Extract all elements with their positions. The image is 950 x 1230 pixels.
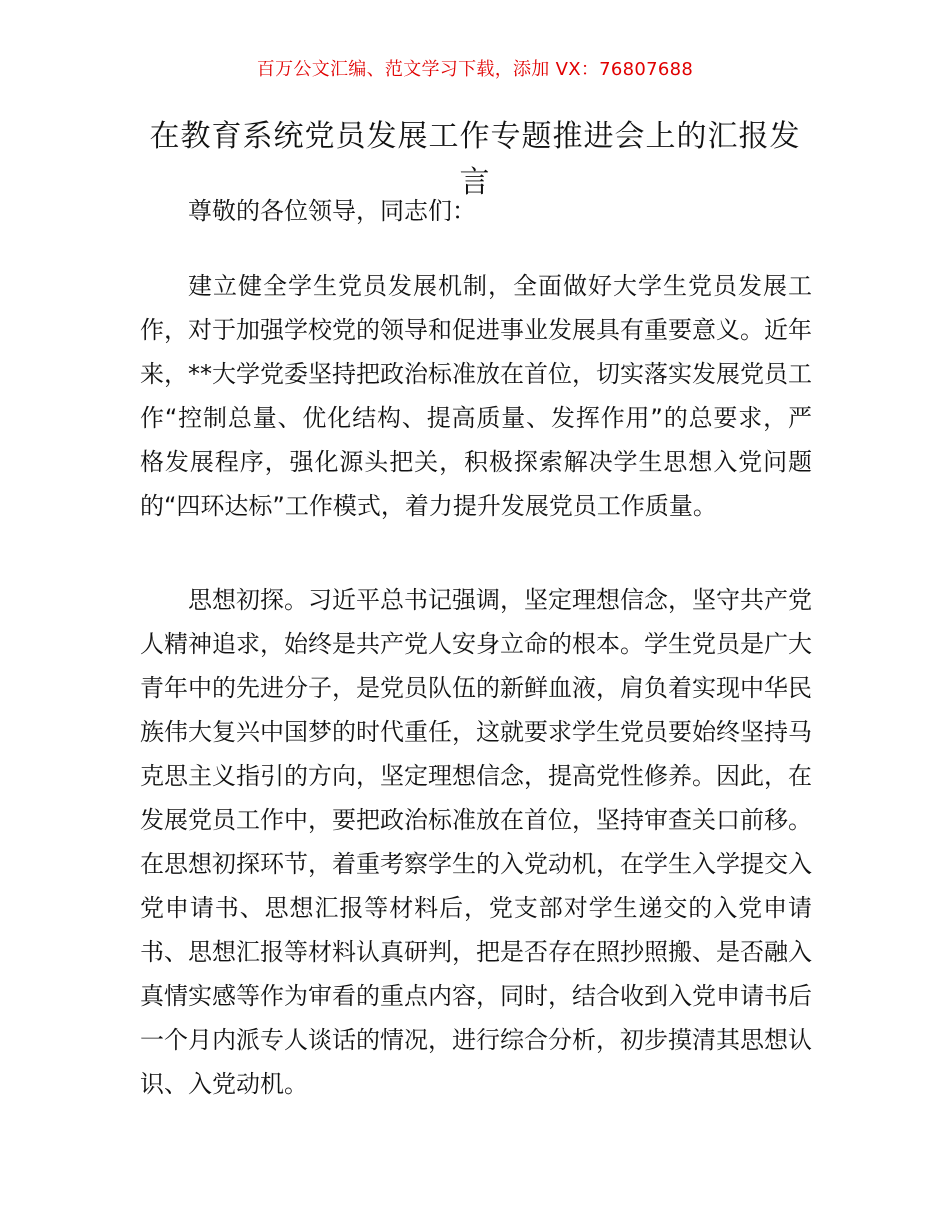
greeting-line: 尊敬的各位领导，同志们： bbox=[188, 197, 476, 225]
header-watermark-note: 百万公文汇编、范文学习下载，添加 VX：76807688 bbox=[256, 59, 694, 80]
document-title: 在教育系统党员发展工作专题推进会上的汇报发言 bbox=[149, 119, 801, 200]
paragraph-intro: 建立健全学生党员发展机制，全面做好大学生党员发展工作，对于加强学校党的领导和促进事业发展具有重要意义。近年来，**大学党委坚持把政治标准放在首位，切实落实发展党员工作“控制总量、优化结构、提高质量、发挥作用”的总要求，严格发展程序，强化源头把关，积极探索解决学生思想入党问题的“四环达标”工作模式，着力提升发展党员工作质量。 bbox=[140, 272, 812, 520]
paragraph-thought-exploration: 思想初探。习近平总书记强调，坚定理想信念，坚守共产党人精神追求，始终是共产党人安身立命的根本。学生党员是广大青年中的先进分子，是党员队伍的新鲜血液，肩负着实现中华民族伟大复兴中国梦的时代重任，这就要求学生党员要始终坚持马克思主义指引的方向，坚定理想信念，提高党性修养。因此，在发展党员工作中，要把政治标准放在首位，坚持审查关口前移。在思想初探环节，着重考察学生的入党动机，在学生入学提交入党申请书、思想汇报等材料后，党支部对学生递交的入党申请书、思想汇报等材料认真研判，把是否存在照抄照搬、是否融入真情实感等作为审看的重点内容，同时，结合收到入党申请书后一个月内派专人谈话的情况，进行综合分析，初步摸清其思想认识、入党动机。 bbox=[140, 586, 812, 1098]
